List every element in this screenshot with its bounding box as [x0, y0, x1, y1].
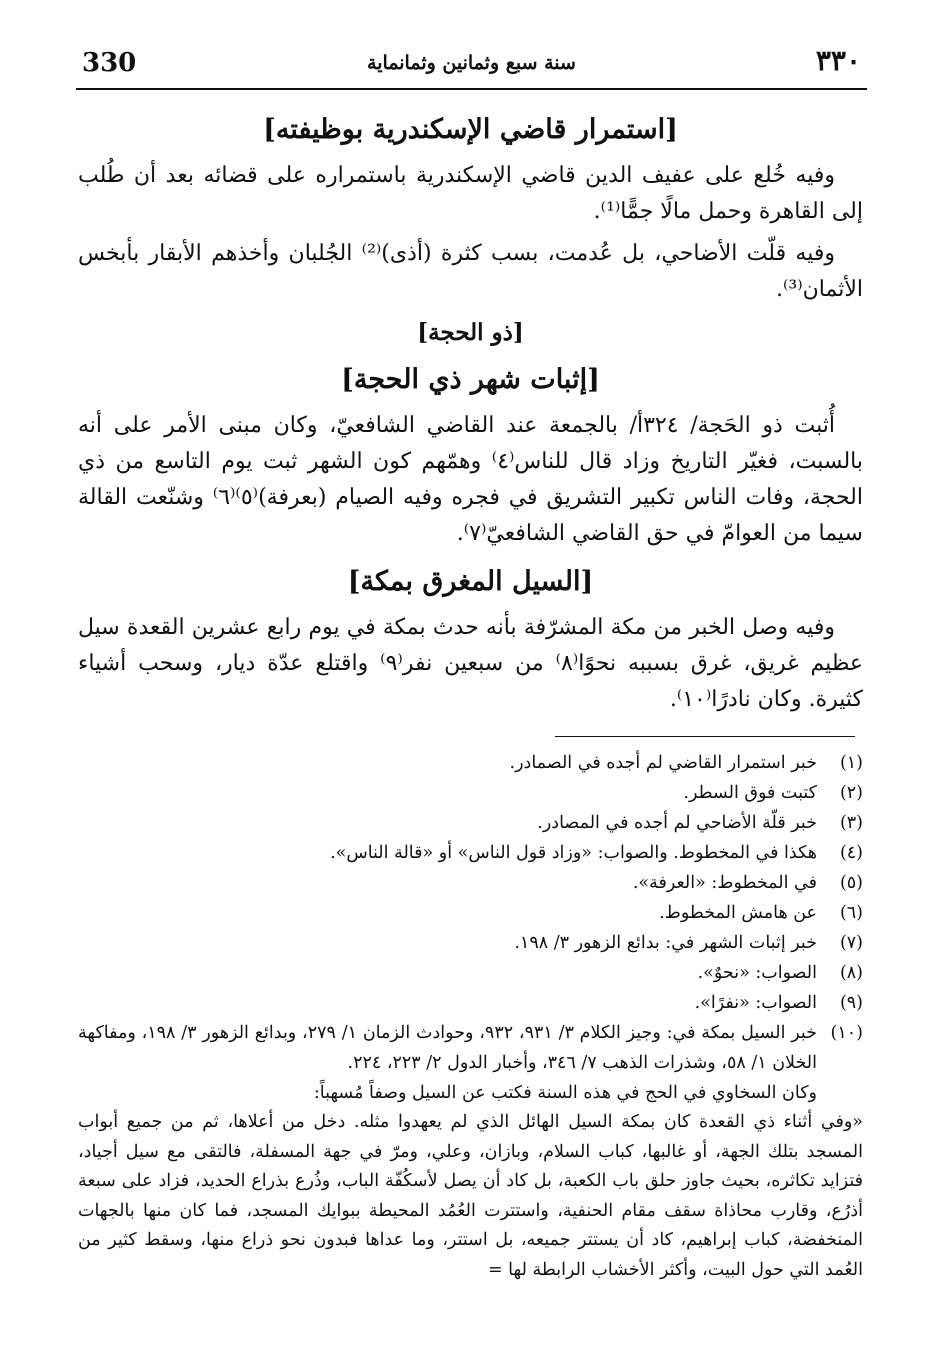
footnote-number: (٣) — [839, 813, 863, 833]
footnote — [78, 868, 863, 898]
footnote-number: (٧) — [839, 933, 863, 953]
footnote-text: خبر السيل بمكة في: وجيز الكلام ٣/ ٩٣١، ٩٣٢، وحوادث الزمان ١/ ٢٧٩، وبدائع الزهور ٣/ ١٩٨، ومفاكهة الخلان ١/ ٥٨، وشذرات الذهب ٧/ ٣٤٦، وأخبار الدول ٢/ ٢٢٣، ٢٢٤. — [78, 1023, 817, 1073]
section-heading: [إثبات شهر ذي الحجة] — [341, 364, 600, 395]
footnote — [78, 1018, 863, 1078]
footnote-text: عن هامش المخطوط. — [659, 903, 817, 923]
footnotes — [78, 748, 863, 1285]
footnote — [78, 958, 863, 988]
footnote-number: (١٠) — [830, 1023, 863, 1043]
footnote — [78, 838, 863, 868]
header-rule — [76, 88, 867, 90]
paragraph: وفيه وصل الخبر من مكة المشرّفة بأنه حدث بمكة في يوم رابع عشرين القعدة سيل عظيم غريق، غرق بسببه نحوًا⁽٨⁾ من سبعين نفر⁽٩⁾ واقتلع عدّة ديار، وسحب أشياء كثيرة. وكان نادرًا⁽١٠⁾. — [78, 615, 863, 712]
footnote-number: (٢) — [839, 783, 863, 803]
footnote-text: خبر استمرار القاضي لم أجده في الصمادر. — [509, 753, 817, 773]
paragraph: وفيه خُلع على عفيف الدين قاضي الإسكندرية باستمراره على قضائه بعد أن طُلب إلى القاهرة وحمل مالًا جمًّا⁽¹⁾. — [78, 163, 863, 224]
footnote-text: الصواب: «نفرًا». — [694, 993, 817, 1013]
footnote-text: هكذا في المخطوط. والصواب: «وزاد قول الناس» أو «قالة الناس». — [330, 843, 817, 863]
footnote-quote: «وفي أثناء ذي القعدة كان بمكة السيل الهائل الذي لم يعهدوا مثله. دخل من أعلاها، ثم من جميع أبواب المسجد بتلك الجهة، أو غالبها، كباب السلام، وبازان، وعلي، ومرّ في جهة المسفلة، فالتقى مع سيل أجياد، فتزايد تكاثره، بحيث جاوز حلق باب الكعبة، بل كاد أن يصل لأسكُفّة الباب، وذُرع بذراع الحديد، فزاد على سبعة أذرُع، وقارب محاذاة سقف مقام الحنفية، واستترت العُمُد المحيطة ببوايك المسجد، فما كان منها بالجهات المنخفضة، كباب إبراهيم، كاد أن يستتر جميعه، بل استتر، وما عداها فبدون نحو ذراع منها، وسقط كثير من العُمد التي حول البيت، وأكثر الأخشاب الرابطة لها = — [78, 1112, 863, 1280]
month-heading: [ذو الحجة] — [417, 319, 524, 346]
footnote-number: (٩) — [839, 993, 863, 1013]
footnote-text: الصواب: «نحوٌ». — [697, 963, 817, 983]
footnote-text: خبر قلّة الأضاحي لم أجده في المصادر. — [537, 813, 817, 833]
paragraph: أُثبت ذو الحَجة/ ٣٢٤أ/ بالجمعة عند القاضي الشافعيّ، وكان مبنى الأمر على أنه بالسبت، فغيّر التاريخ وزاد قال للناس⁽٤⁾ وهمّهم كون الشهر ثبت يوم التاسع من ذي الحجة، وفات الناس تكبير التشريق في فجره وفيه الصيام (بعرفة)⁽٥⁾⁽٦⁾ وشنّعت القالة سيما من العوامّ في حق القاضي الشافعيّ⁽٧⁾. — [78, 413, 863, 546]
footnote — [78, 748, 863, 778]
footnote-text: في المخطوط: «العرفة». — [632, 873, 817, 893]
footnote — [78, 898, 863, 928]
footnote-separator — [555, 736, 855, 737]
footnote — [78, 778, 863, 808]
footnote-text: كتبت فوق السطر. — [683, 783, 817, 803]
footnote — [78, 928, 863, 958]
running-title: سنة سبع وثمانين وثمانماية — [367, 52, 576, 74]
paragraph: وفيه قلّت الأضاحي، بل عُدمت، بسب كثرة (أذى)⁽²⁾ الجُلبان وأخذهم الأبقار بأبخس الأثمان⁽³⁾. — [78, 241, 863, 302]
section-heading: [السيل المغرق بمكة] — [347, 566, 594, 597]
footnote — [78, 988, 863, 1018]
footnote-number: (٦) — [839, 903, 863, 923]
page-number-arabic: ٣٣٠ — [815, 44, 861, 77]
footnote-number: (٤) — [839, 843, 863, 863]
footnote-number: (٥) — [839, 873, 863, 893]
page-number-latin: 330 — [82, 48, 137, 78]
section-heading: [استمرار قاضي الإسكندرية بوظيفته] — [263, 114, 678, 145]
footnote-number: (٨) — [839, 963, 863, 983]
footnote-text: خبر إثبات الشهر في: بدائع الزهور ٣/ ١٩٨. — [514, 933, 817, 953]
footnote-number: (١) — [839, 753, 863, 773]
footnote-continuation: وكان السخاوي في الحج في هذه السنة فكتب عن السيل وصفاً مُسهباً: — [313, 1083, 817, 1103]
footnote — [78, 808, 863, 838]
page-header — [76, 40, 867, 84]
main-text — [78, 100, 863, 724]
